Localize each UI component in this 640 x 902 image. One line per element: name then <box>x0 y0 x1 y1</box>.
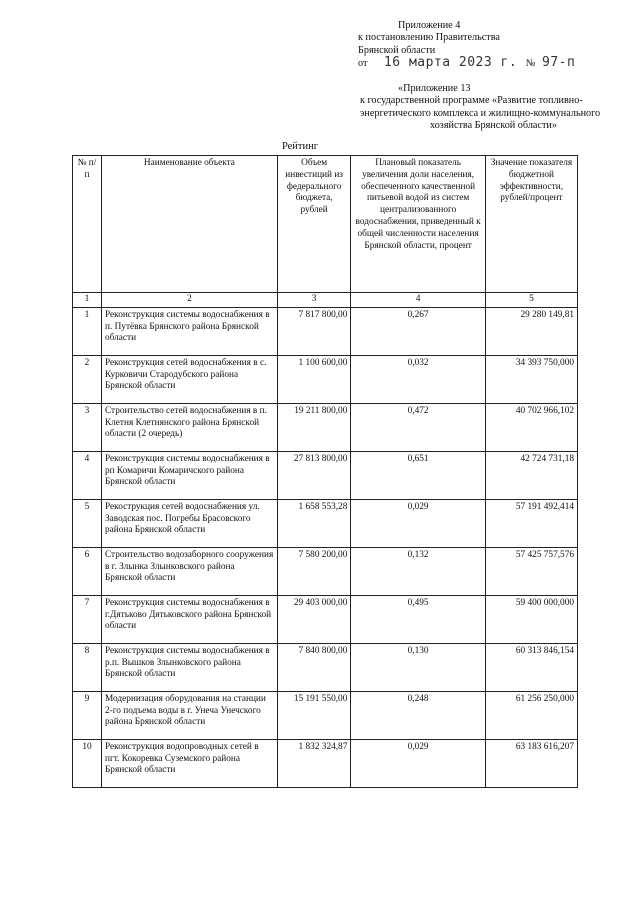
column-number: 2 <box>101 293 277 308</box>
document-title: Рейтинг <box>281 141 319 152</box>
efficiency-value: 29 280 149,81 <box>485 307 577 355</box>
object-name: Строительство водозаборного сооружения в г. Злынка Злынковского района Брянской области <box>101 547 277 595</box>
investment-amount: 1 100 600,00 <box>277 355 350 403</box>
row-number: 6 <box>73 547 102 595</box>
row-number: 3 <box>73 403 102 451</box>
row-number: 4 <box>73 451 102 499</box>
efficiency-value: 60 313 846,154 <box>485 643 577 691</box>
indicator-value: 0,032 <box>351 355 486 403</box>
resolution-header <box>358 20 628 71</box>
table-row <box>73 451 578 499</box>
indicator-value: 0,130 <box>351 643 486 691</box>
row-number: 5 <box>73 499 102 547</box>
investment-amount: 7 817 800,00 <box>277 307 350 355</box>
investment-amount: 29 403 000,00 <box>277 595 350 643</box>
header-date-line <box>358 57 628 70</box>
column-header-indicator: Плановый показатель увеличения доли населения, обеспеченного качественной питьевой водой из систем централизованного водоснабжения, приведенный к общей численности населения Брянской области, процент <box>351 156 486 293</box>
handwritten-number: 97-п <box>542 55 576 71</box>
indicator-value: 0,029 <box>351 499 486 547</box>
row-number: 10 <box>73 739 102 787</box>
indicator-value: 0,495 <box>351 595 486 643</box>
object-name: Реконструкция водопроводных сетей в пгт. Кокоревка Суземского района Брянской области <box>101 739 277 787</box>
table-row <box>73 355 578 403</box>
object-name: Реконструкция сетей водоснабжения в с. Курковичи Стародубского района Брянской области <box>101 355 277 403</box>
object-name: Реконструкция системы водоснабжения в п. Путёвка Брянского района Брянской области <box>101 307 277 355</box>
appendix-13-header <box>360 83 635 133</box>
investment-amount: 7 580 200,00 <box>277 547 350 595</box>
investment-amount: 27 813 800,00 <box>277 451 350 499</box>
row-number: 8 <box>73 643 102 691</box>
table-row <box>73 547 578 595</box>
investment-amount: 19 211 800,00 <box>277 403 350 451</box>
investment-amount: 1 658 553,28 <box>277 499 350 547</box>
number-prefix: № <box>525 58 536 70</box>
object-name: Строительство сетей водоснабжения в п. Клетня Клетнянского района Брянской области (2 очередь) <box>101 403 277 451</box>
table-row <box>73 691 578 739</box>
object-name: Модернизация оборудования на станции 2-го подъема воды в г. Унеча Унечского района Брянской области <box>101 691 277 739</box>
column-header-investment: Объем инвестиций из федерального бюджета, рублей <box>277 156 350 293</box>
row-number: 9 <box>73 691 102 739</box>
table-row <box>73 643 578 691</box>
efficiency-value: 40 702 966,102 <box>485 403 577 451</box>
row-number: 7 <box>73 595 102 643</box>
column-header-number: № п/п <box>73 156 102 293</box>
column-number: 1 <box>73 293 102 308</box>
efficiency-value: 34 393 750,000 <box>485 355 577 403</box>
efficiency-value: 59 400 000,000 <box>485 595 577 643</box>
column-numbers-row <box>73 293 578 308</box>
indicator-value: 0,029 <box>351 739 486 787</box>
efficiency-value: 63 183 616,207 <box>485 739 577 787</box>
appendix-line-2: к государственной программе «Развитие топливно- <box>360 95 583 107</box>
object-name: Рекострукция сетей водоснабжения ул. Заводская пос. Погребы Брасовского района Брянской области <box>101 499 277 547</box>
row-number: 1 <box>73 307 102 355</box>
column-number: 3 <box>277 293 350 308</box>
efficiency-value: 42 724 731,18 <box>485 451 577 499</box>
efficiency-value: 57 425 757,576 <box>485 547 577 595</box>
appendix-line-4: хозяйства Брянской области» <box>430 120 557 132</box>
indicator-value: 0,248 <box>351 691 486 739</box>
header-line-1: Приложение 4 <box>398 20 461 31</box>
column-number: 5 <box>485 293 577 308</box>
efficiency-value: 61 256 250,000 <box>485 691 577 739</box>
table-row <box>73 595 578 643</box>
table-row <box>73 403 578 451</box>
handwritten-date: 16 марта 2023 г. <box>383 55 518 71</box>
header-line-3: Брянской области <box>358 44 436 56</box>
column-header-efficiency: Значение показателя бюджетной эффективности, рублей/процент <box>485 156 577 293</box>
indicator-value: 0,132 <box>351 547 486 595</box>
table-row <box>73 307 578 355</box>
indicator-value: 0,472 <box>351 403 486 451</box>
object-name: Реконструкция системы водоснабжения в рп Комаричи Комаричского района Брянской области <box>101 451 277 499</box>
indicator-value: 0,267 <box>351 307 486 355</box>
table-header-row <box>73 156 578 293</box>
object-name: Реконструкция системы водоснабжения в р.п. Вышков Злынковского района Брянской области <box>101 643 277 691</box>
header-line-2: к постановлению Правительства <box>358 32 500 44</box>
column-number: 4 <box>351 293 486 308</box>
appendix-line-1: «Приложение 13 <box>398 83 471 94</box>
rating-table <box>72 155 578 788</box>
object-name: Реконструкция системы водоснабжения в г.Дятьково Дятьковского района Брянской области <box>101 595 277 643</box>
table-row <box>73 739 578 787</box>
appendix-line-3: энергетического комплекса и жилищно-коммунального <box>360 107 601 119</box>
date-prefix: от <box>358 58 368 70</box>
investment-amount: 1 832 324,87 <box>277 739 350 787</box>
table-row <box>73 499 578 547</box>
row-number: 2 <box>73 355 102 403</box>
investment-amount: 15 191 550,00 <box>277 691 350 739</box>
efficiency-value: 57 191 492,414 <box>485 499 577 547</box>
indicator-value: 0,651 <box>351 451 486 499</box>
column-header-name: Наименование объекта <box>101 156 277 293</box>
investment-amount: 7 840 800,00 <box>277 643 350 691</box>
